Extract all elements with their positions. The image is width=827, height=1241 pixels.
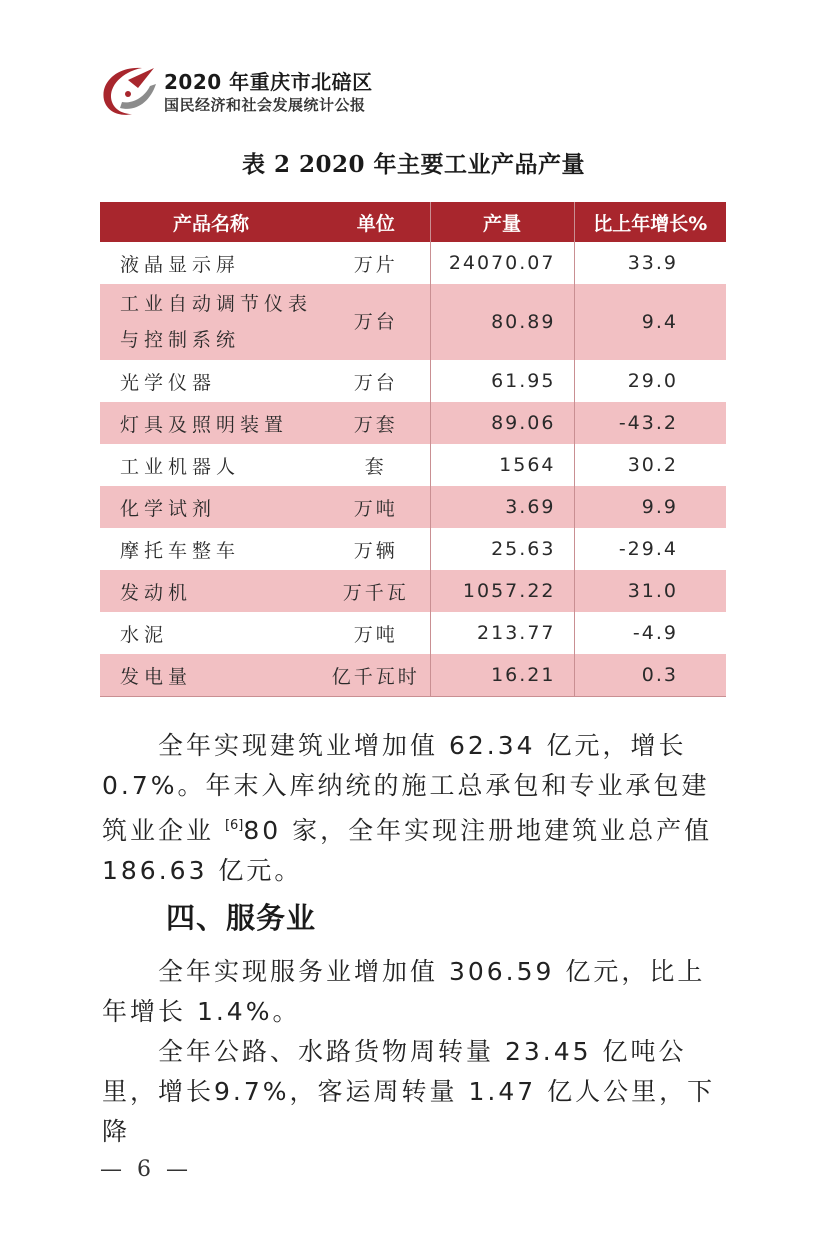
table-header-row xyxy=(100,202,726,242)
product-growth: -43.2 xyxy=(574,402,726,444)
product-output: 24070.07 xyxy=(430,242,574,284)
product-unit: 万辆 xyxy=(353,539,398,562)
product-growth: -4.9 xyxy=(574,612,726,654)
product-unit: 万吨 xyxy=(322,486,430,528)
product-unit: 亿千瓦时 xyxy=(322,654,430,697)
product-output: 213.77 xyxy=(430,612,574,654)
product-output: 89.06 xyxy=(430,402,574,444)
transport-text: 全年公路、水路货物周转量 23.45 亿吨公里，增长9.7%，客运周转量 1.47 亿人公里，下降 xyxy=(102,1037,716,1146)
table-row xyxy=(100,570,726,612)
product-name-line: 与控制系统 xyxy=(120,329,241,351)
product-growth: 30.2 xyxy=(574,444,726,486)
table-row xyxy=(100,402,726,444)
services-text: 全年实现服务业增加值 306.59 亿元，比上年增长 1.4%。 xyxy=(102,957,706,1026)
report-title: 2020 年重庆市北碚区 xyxy=(164,70,373,94)
table-row xyxy=(100,486,726,528)
product-output: 3.69 xyxy=(430,486,574,528)
table-row xyxy=(100,360,726,402)
product-output: 1057.22 xyxy=(430,570,574,612)
table-row xyxy=(100,444,726,486)
product-name: 灯具及照明装置 xyxy=(100,402,322,444)
product-name: 化学试剂 xyxy=(100,486,322,528)
product-growth: 9.9 xyxy=(574,486,726,528)
product-output: 61.95 xyxy=(430,360,574,402)
product-output: 16.21 xyxy=(430,654,574,697)
product-unit: 万千瓦 xyxy=(322,570,430,612)
product-name: 水泥 xyxy=(120,623,169,646)
report-logo-icon xyxy=(98,62,160,118)
product-name: 发动机 xyxy=(100,570,322,612)
column-header-growth: 比上年增长% xyxy=(574,202,726,242)
section-heading: 四、服务业 xyxy=(166,901,317,935)
transport-paragraph xyxy=(102,1032,726,1152)
column-header-product: 产品名称 xyxy=(100,202,322,242)
product-name: 工业机器人 xyxy=(120,455,241,478)
product-output: 80.89 xyxy=(430,284,574,360)
product-unit: 万套 xyxy=(322,402,430,444)
table-row xyxy=(100,242,726,284)
industrial-output-table xyxy=(100,202,726,697)
product-name: 液晶显示屏 xyxy=(120,253,241,276)
product-growth: 9.4 xyxy=(574,284,726,360)
services-paragraph xyxy=(102,952,726,1032)
construction-paragraph xyxy=(102,726,726,891)
report-subtitle: 国民经济和社会发展统计公报 xyxy=(164,96,366,114)
product-name-line: 工业自动调节仪表 xyxy=(120,293,313,315)
product-name: 发电量 xyxy=(100,654,322,697)
page-number: — 6 — xyxy=(100,1157,192,1182)
product-name: 摩托车整车 xyxy=(120,539,241,562)
product-name: 光学仪器 xyxy=(120,371,217,394)
table-row xyxy=(100,528,726,570)
table-row xyxy=(100,284,726,360)
column-header-unit: 单位 xyxy=(322,202,430,242)
footnote-ref: [6] xyxy=(224,818,244,833)
product-unit: 万吨 xyxy=(353,623,398,646)
column-header-output: 产量 xyxy=(430,202,574,242)
product-growth: 33.9 xyxy=(574,242,726,284)
table-row xyxy=(100,612,726,654)
construction-text-a: 全年实现建筑业增加值 62.34 亿元，增长 0.7%。年末入库纳统的施工总承包和专业承包建筑业企业 xyxy=(102,731,710,845)
product-output: 25.63 xyxy=(430,528,574,570)
report-header xyxy=(98,62,498,122)
product-output: 1564 xyxy=(430,444,574,486)
product-unit: 万片 xyxy=(353,253,398,276)
product-unit: 套 xyxy=(364,455,387,478)
product-growth: -29.4 xyxy=(574,528,726,570)
product-growth: 31.0 xyxy=(574,570,726,612)
product-name xyxy=(100,284,322,360)
product-unit: 万台 xyxy=(322,284,430,360)
table-row xyxy=(100,654,726,697)
product-growth: 29.0 xyxy=(574,360,726,402)
table-title: 表 2 2020 年主要工业产品产量 xyxy=(241,151,586,178)
product-growth: 0.3 xyxy=(574,654,726,697)
product-unit: 万台 xyxy=(353,371,398,394)
construction-text-b: 80 家，全年实现注册地建筑业总产值 186.63 亿元。 xyxy=(102,816,713,885)
